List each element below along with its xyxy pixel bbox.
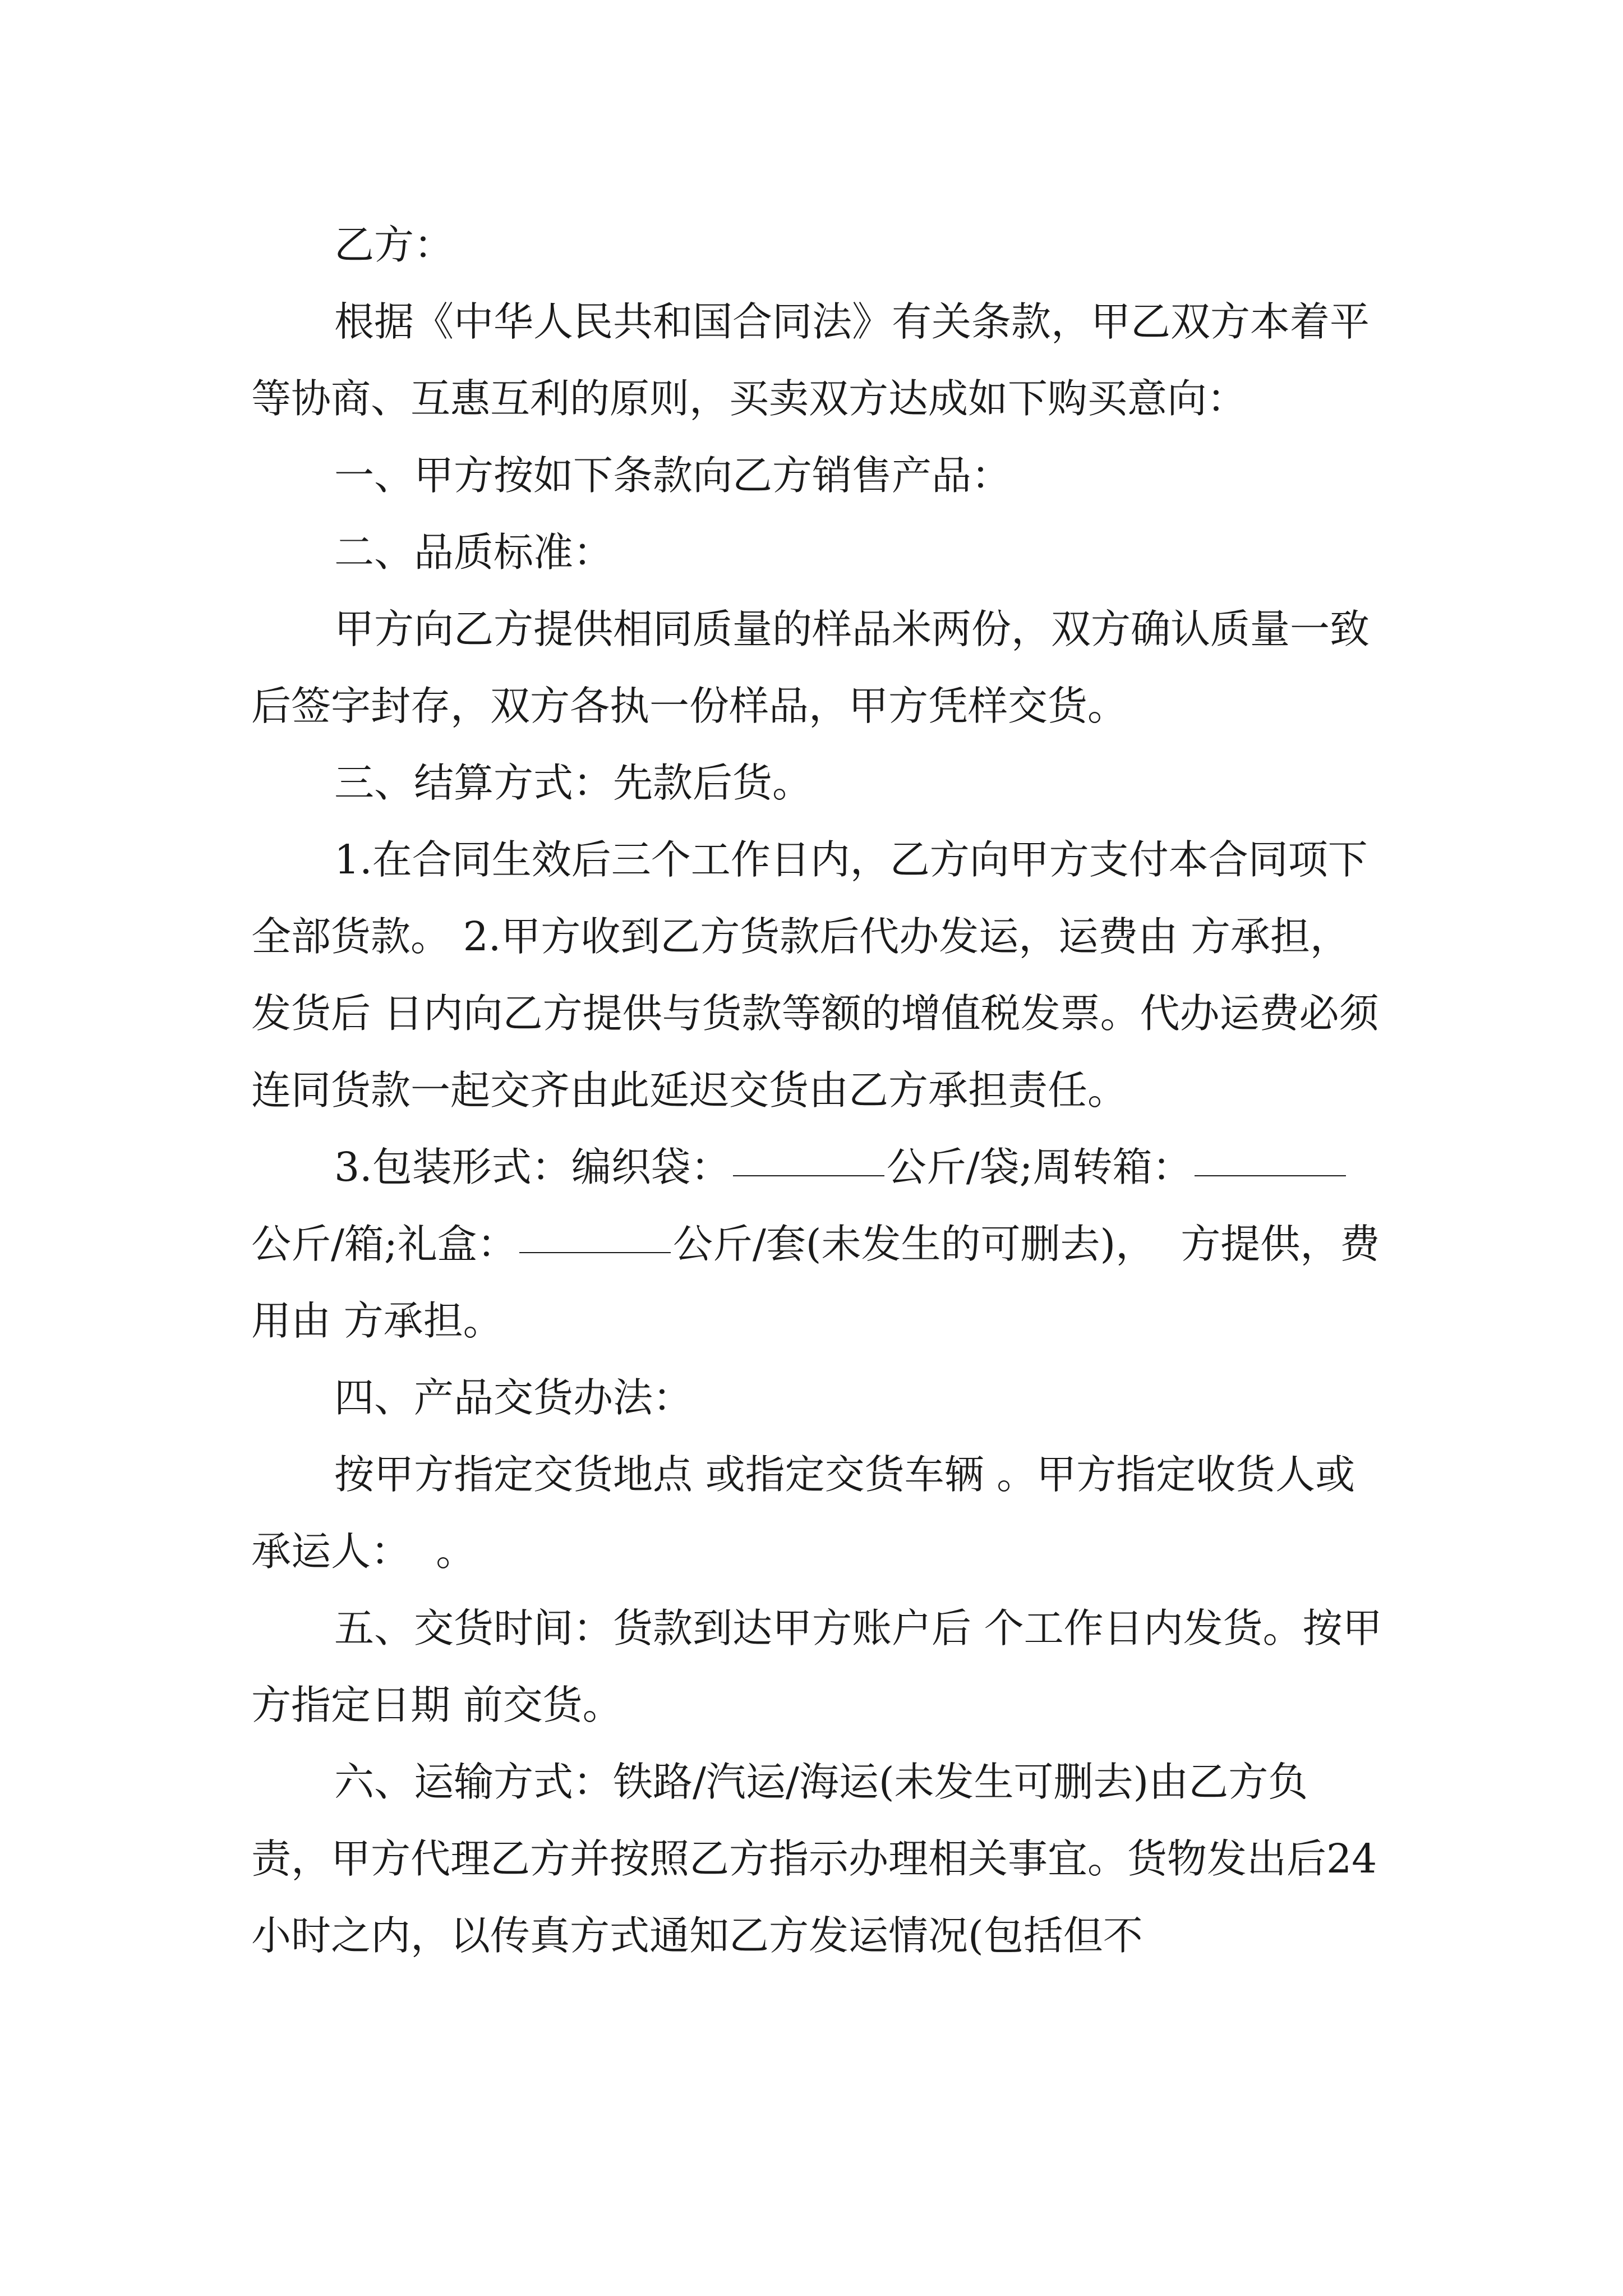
delivery-method-paragraph: 按甲方指定交货地点 或指定交货车辆 。甲方指定收货人或承运人： 。 bbox=[251, 1451, 1355, 1575]
clause-1-heading: 一、甲方按如下条款向乙方销售产品： bbox=[334, 452, 1012, 499]
blank-field bbox=[1195, 1175, 1346, 1176]
packaging-part-2: 公斤/袋;周转箱： bbox=[886, 1144, 1192, 1190]
party-b-label: 乙方： bbox=[334, 222, 454, 268]
blank-field bbox=[733, 1175, 884, 1176]
quality-standard-paragraph: 甲方向乙方提供相同质量的样品米两份，双方确认质量一致后签字封存，双方各执一份样品，甲方凭样交货。 bbox=[251, 606, 1370, 729]
delivery-time-paragraph: 五、交货时间：货款到达甲方账户后 个工作日内发货。按甲方指定日期 前交货。 bbox=[251, 1605, 1382, 1728]
clause-2-heading: 二、品质标准： bbox=[334, 529, 614, 576]
clause-3-heading: 三、结算方式：先款后货。 bbox=[334, 760, 813, 806]
packaging-paragraph bbox=[251, 1129, 1384, 1359]
preamble-paragraph: 根据《中华人民共和国合同法》有关条款，甲乙双方本着平等协商、互惠互利的原则，买卖双方达成如下购买意向： bbox=[251, 298, 1370, 422]
settlement-paragraph: 1.在合同生效后三个工作日内，乙方向甲方支付本合同项下全部货款。 2.甲方收到乙方货款后代办发运，运费由 方承担，发货后 日内向乙方提供与货款等额的增值税发票。代办运费必须连同货款一起交齐由此延迟交货由乙方承担责任。 bbox=[251, 836, 1379, 1114]
transport-paragraph: 六、运输方式：铁路/汽运/海运(未发生可删去)由乙方负责，甲方代理乙方并按照乙方指示办理相关事宜。货物发出后24小时之内，以传真方式通知乙方发运情况(包括但不 bbox=[251, 1759, 1377, 1959]
packaging-part-4: 公斤/套(未发生的可删去)， 方提供，费用由 方承担。 bbox=[251, 1221, 1380, 1344]
blank-field bbox=[519, 1252, 671, 1253]
contract-body bbox=[251, 206, 1384, 1974]
packaging-part-3: 公斤/箱;礼盒： bbox=[251, 1221, 517, 1267]
clause-4-heading: 四、产品交货办法： bbox=[334, 1374, 693, 1421]
packaging-part-1: 3.包装形式：编织袋： bbox=[334, 1144, 731, 1190]
